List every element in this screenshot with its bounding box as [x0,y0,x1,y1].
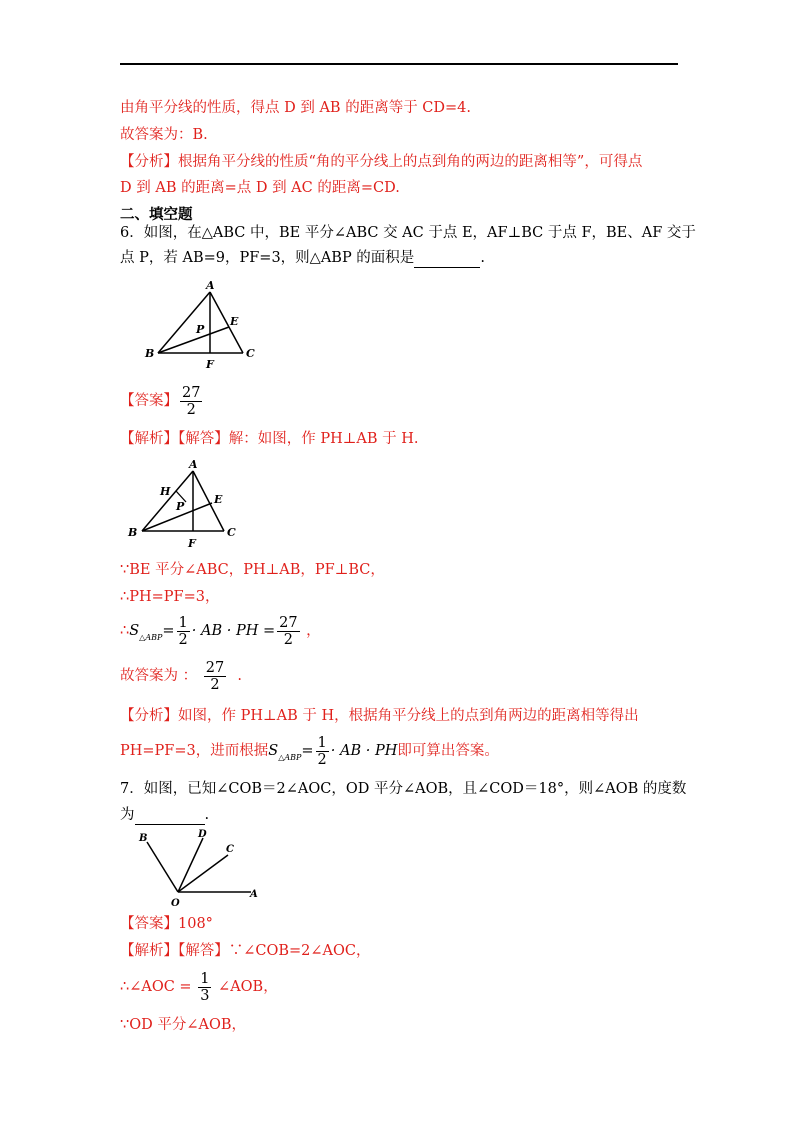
numerator: 27 [182,384,201,401]
period: . [480,250,485,266]
denominator: 2 [283,631,293,648]
label-F: F [188,537,196,550]
answer-blank [414,249,480,268]
triangle-figure-1 [140,277,265,373]
label-A: A [206,279,215,292]
question-7-text-2: 为 [120,807,135,823]
analysis-6-line-1: 【分析】如图，作 PH⊥AB 于 H，根据角平分线上的点到角两边的距离相等得出 [120,708,639,724]
answer-fraction [180,385,202,418]
numerator: 1 [200,970,210,987]
answer-6 [120,383,204,419]
step-suffix: ∠AOB， [218,979,278,995]
period: . [204,807,210,823]
label-A: A [189,458,198,471]
numerator: 1 [178,614,188,631]
question-7-text: 7．如图，已知∠COB＝2∠AOC，OD 平分∠AOB，且∠COD＝18°，则∠AOB 的度数 [120,781,687,797]
comma: ， [306,623,321,639]
solution-7-step [120,968,278,1006]
denominator: 2 [317,751,327,768]
analysis-6-line-2 [120,732,499,777]
area-symbol: S [129,623,140,639]
reason-line: ∴PH=PF=3， [120,589,220,605]
triangle-figure-2 [120,455,250,555]
numerator: 27 [279,614,298,631]
area-subscript: △ABP [278,753,302,762]
text-line: 由角平分线的性质，得点 D 到 AB 的距离等于 CD=4. [120,100,472,116]
label-F: F [206,358,214,371]
numerator: 1 [317,734,327,751]
question-6-text-2: 点 P，若 AB=9，PF=3，则△ABP 的面积是 [120,250,415,266]
equals: = [301,743,314,759]
therefore-symbol: ∴ [120,623,130,639]
label-B: B [128,526,138,539]
solution-7-intro: 【解析】【解答】∵∠COB=2∠AOC， [120,943,371,959]
label-H: H [160,485,171,498]
result-fraction [277,615,299,648]
label-D: D [198,829,207,840]
label-B: B [139,833,148,844]
answer-label: 【答案】 [120,393,178,409]
period: . [237,668,242,684]
label-C: C [226,844,234,855]
label-E: E [230,315,239,328]
denominator: 2 [186,401,196,418]
half-fraction [177,615,190,648]
section-heading: 二、填空题 [120,206,193,223]
label-E: E [214,493,223,506]
label-A: A [250,889,258,900]
area-formula [120,612,321,657]
question-6-text: 6．如图，在△ABC 中，BE 平分∠ABC 交 AC 于点 E，AF⊥BC 于点 F，BE、AF 交于 [120,225,696,241]
denominator: 2 [178,631,188,648]
text-line: 故答案为：B. [120,127,208,143]
reason-line: ∵BE 平分∠ABC，PH⊥AB，PF⊥BC， [120,562,385,578]
label-C: C [246,347,255,360]
solution-6-intro: 【解析】【解答】解：如图，作 PH⊥AB 于 H. [120,431,419,447]
label-P: P [176,500,185,513]
area-symbol: S [268,743,279,759]
question-7-text [120,806,209,825]
analysis-suffix: 即可算出答案。 [397,743,499,759]
angle-figure [133,828,263,910]
formula-middle: · AB · PH = [191,623,276,639]
formula-middle: · AB · PH [330,743,398,759]
label-O: O [171,898,180,909]
text-line: 【分析】根据角平分线的性质“角的平分线上的点到角的两边的距离相等”，可得点 [120,154,643,170]
step-prefix: ∴∠AOC = [120,979,192,995]
label-B: B [145,347,155,360]
half-fraction [316,735,329,768]
header-rule [120,63,678,65]
label-P: P [196,323,205,336]
equals: = [162,623,175,639]
text-line: D 到 AB 的距离=点 D 到 AC 的距离=CD. [120,180,400,196]
area-subscript: △ABP [139,633,163,642]
question-6-text [120,249,485,268]
numerator: 27 [205,659,225,676]
label-C: C [227,526,236,539]
denominator: 2 [210,676,220,693]
answer-prefix: 故答案为 ： [120,668,198,684]
answer-blank [135,806,205,825]
final-answer-6 [120,658,242,694]
answer-7: 【答案】108° [120,916,213,932]
denominator: 3 [200,987,210,1004]
analysis-prefix: PH=PF=3，进而根据 [120,743,269,759]
answer-fraction [204,660,226,693]
solution-7-step: ∵OD 平分∠AOB， [120,1017,247,1033]
third-fraction [198,971,211,1004]
